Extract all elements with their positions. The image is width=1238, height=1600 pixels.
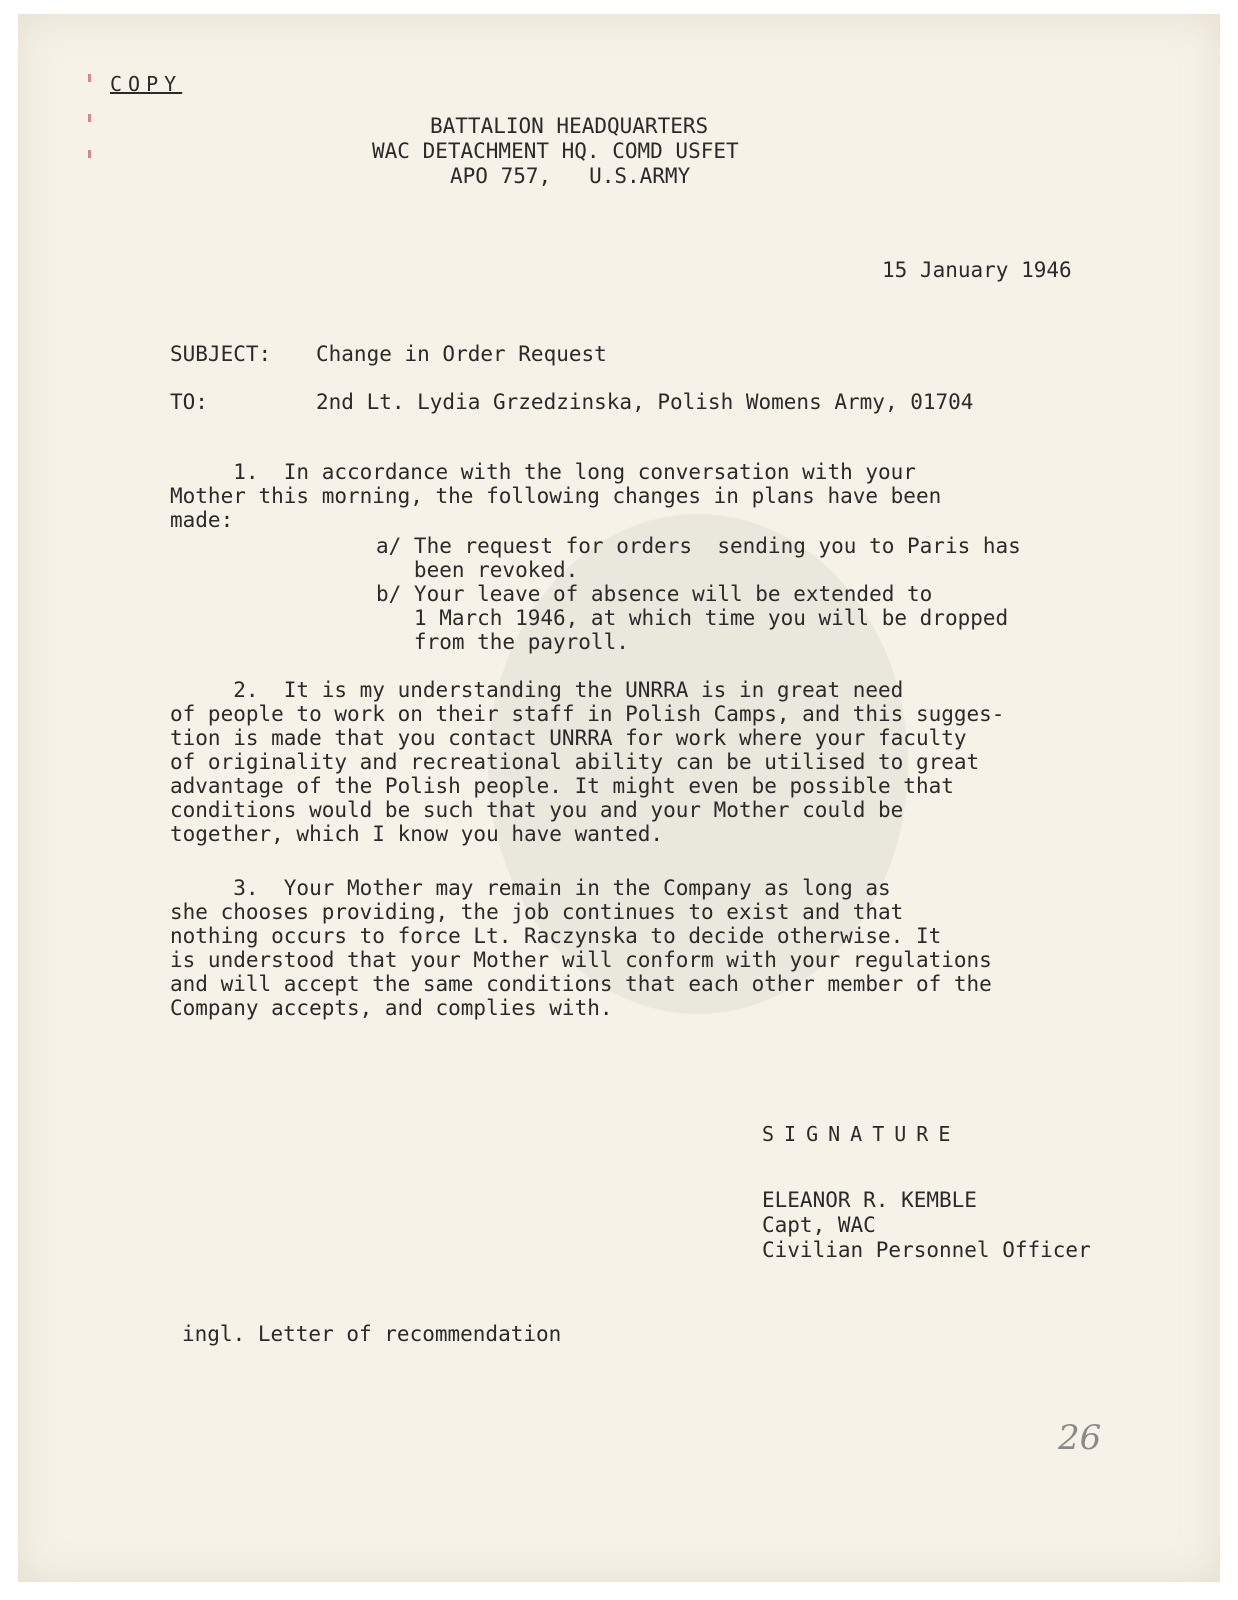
item-a-line-1: a/ The request for orders sending you to Paris has [376,534,1021,558]
item-b-line-3: from the payroll. [376,630,629,654]
paragraph-2-line-3: tion is made that you contact UNRRA for work where your faculty [170,726,967,750]
paragraph-3-line-2: she chooses providing, the job continues to exist and that [170,900,904,924]
paragraph-2-line-6: conditions would be such that you and your Mother could be [170,798,904,822]
signer-name: ELEANOR R. KEMBLE [762,1188,977,1212]
to-text: 2nd Lt. Lydia Grzedzinska, Polish Womens Army, 01704 [316,390,974,414]
paragraph-1-line-2: Mother this morning, the following changes in plans have been [170,484,942,508]
signer-title: Civilian Personnel Officer [762,1238,1091,1262]
enclosure-note: ingl. Letter of recommendation [182,1322,562,1346]
paragraph-2-line-2: of people to work on their staff in Polish Camps, and this sugges- [170,702,1005,726]
letter-date: 15 January 1946 [882,258,1072,282]
signer-rank: Capt, WAC [762,1213,876,1237]
paragraph-2-line-1: 2. It is my understanding the UNRRA is in great need [170,678,904,702]
item-b-line-2: 1 March 1946, at which time you will be dropped [376,606,1009,630]
paragraph-3-line-6: Company accepts, and complies with. [170,996,613,1020]
copy-label: COPY [110,72,183,96]
subject-label: SUBJECT: [170,342,272,366]
paragraph-2-line-7: together, which I know you have wanted. [170,822,664,846]
letter-page [18,14,1220,1582]
subject-text: Change in Order Request [316,342,607,366]
header-line-2: WAC DETACHMENT HQ. COMD USFET [372,139,739,163]
signature-caption: SIGNATURE [762,1122,961,1146]
paragraph-2-line-5: advantage of the Polish people. It might even be possible that [170,774,954,798]
paragraph-3-line-4: is understood that your Mother will conform with your regulations [170,948,992,972]
header-line-1: BATTALION HEADQUARTERS [430,114,709,138]
red-margin-marks [88,54,94,184]
paragraph-1-line-3: made: [170,508,234,532]
paragraph-1-line-1: 1. In accordance with the long conversation with your [170,460,916,484]
item-a-line-2: been revoked. [376,558,579,582]
item-b-line-1: b/ Your leave of absence will be extended to [376,582,933,606]
page-number: 26 [1058,1418,1102,1458]
paragraph-3-line-3: nothing occurs to force Lt. Raczynska to decide otherwise. It [170,924,942,948]
paragraph-2-line-4: of originality and recreational ability can be utilised to great [170,750,980,774]
to-label: TO: [170,390,208,414]
paragraph-3-line-5: and will accept the same conditions that each other member of the [170,972,992,996]
paragraph-3-line-1: 3. Your Mother may remain in the Company as long as [170,876,891,900]
header-line-3: APO 757, U.S.ARMY [450,164,691,188]
